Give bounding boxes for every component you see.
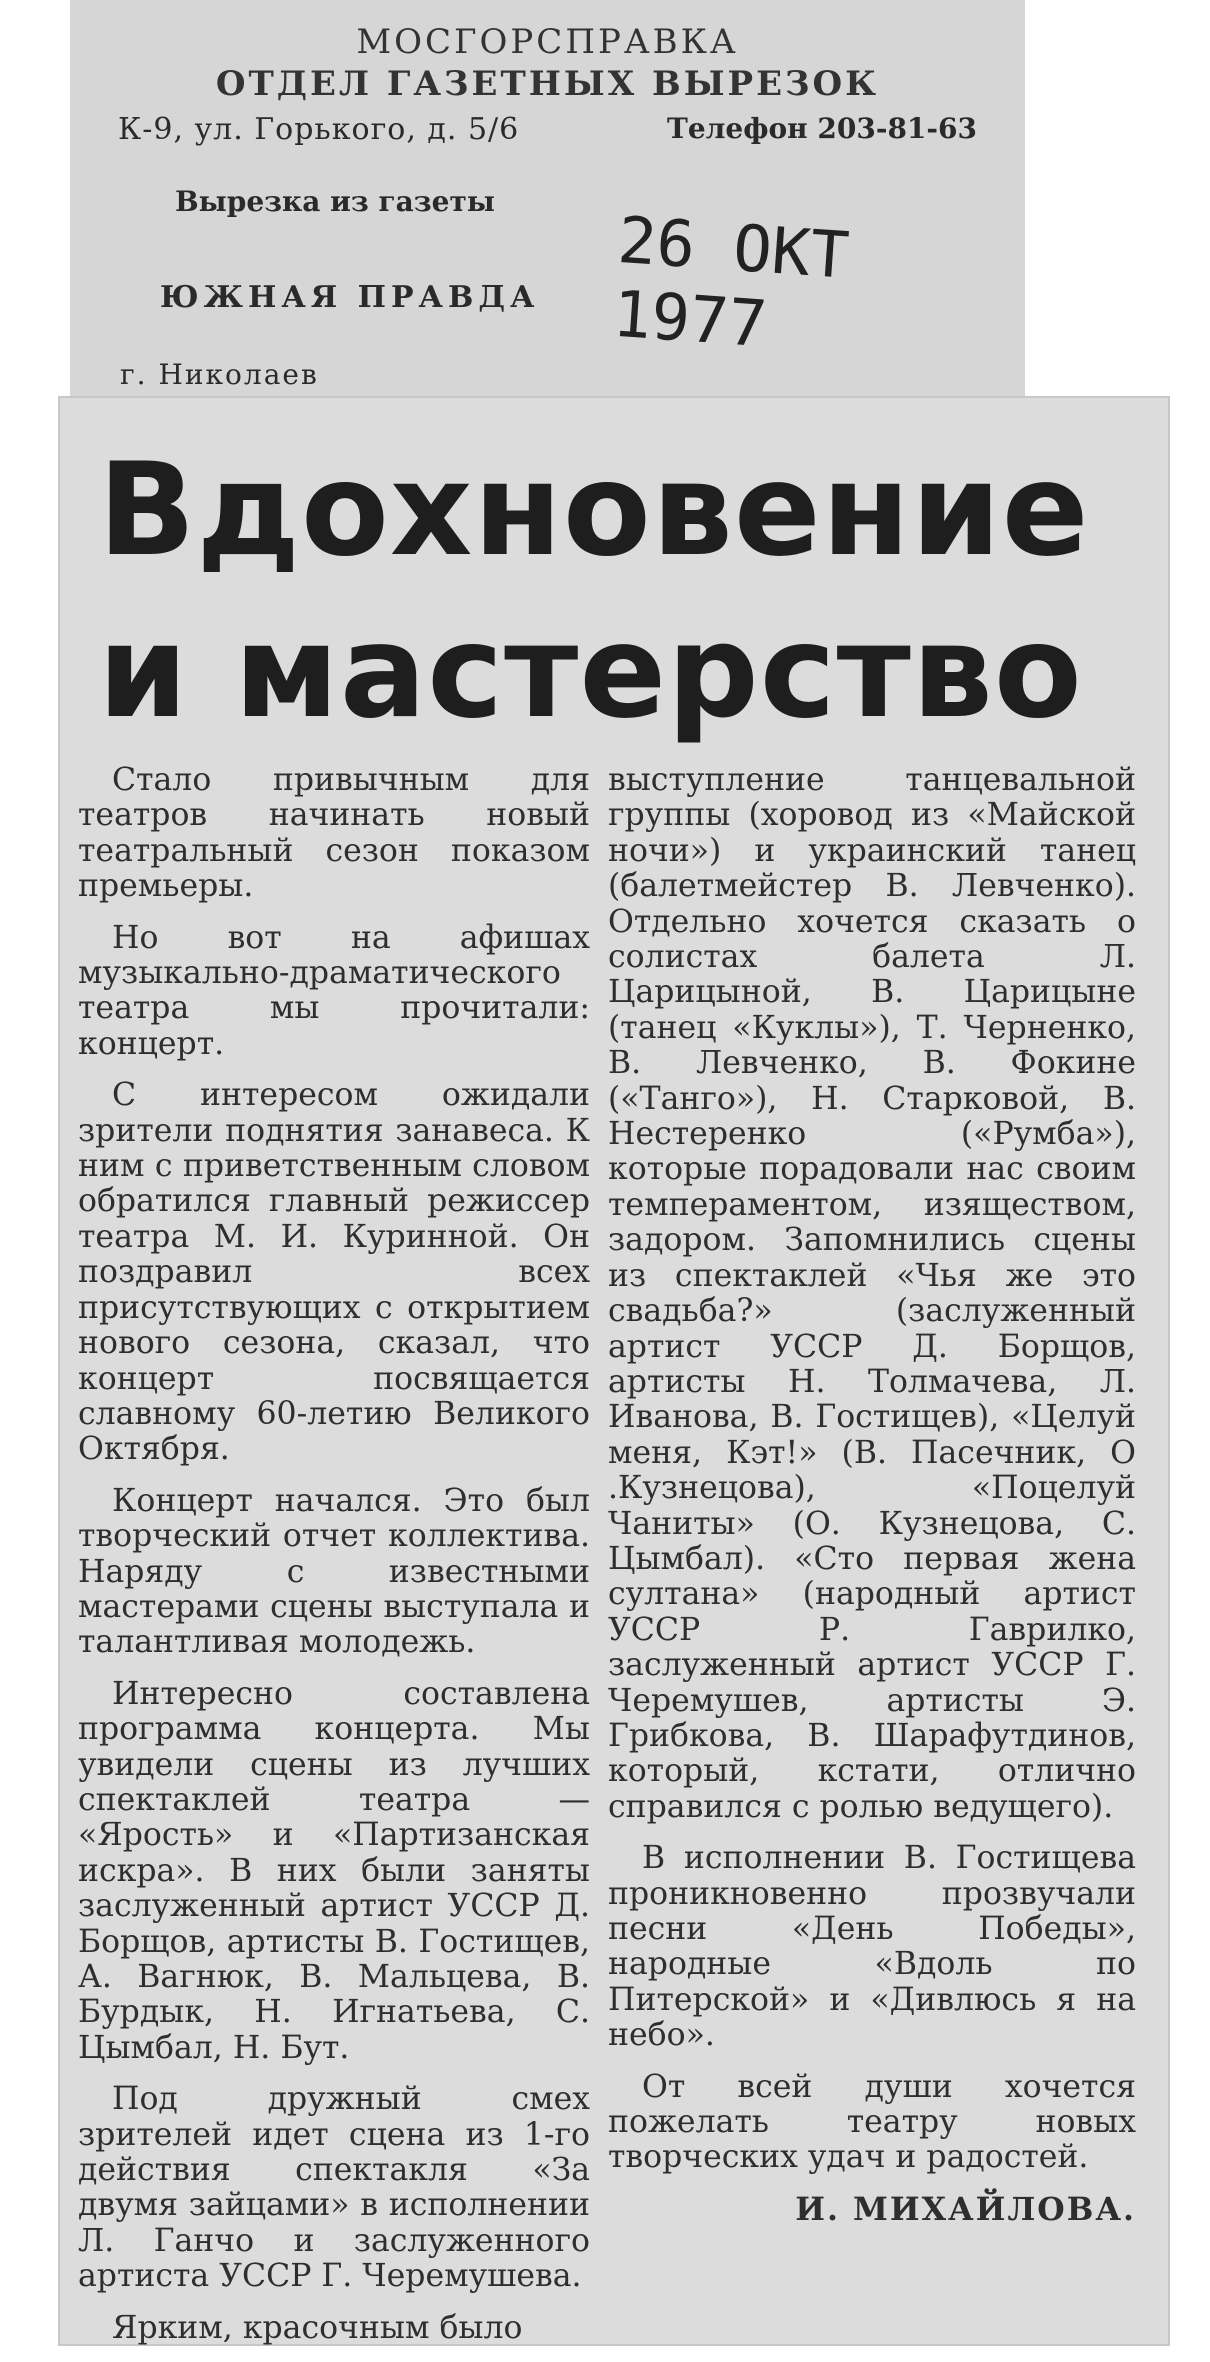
paragraph-continuation: выступление танцевальной группы (хоровод из «Майской ночи») и украинский танец (балетмейстер В. Левченко). Отдельно хочется сказать о солистах балета Л. Царицыной, В. Царицыне (танец «Куклы»), Т. Черненко, В. Левченко, В. Фокине («Танго»), Н. Старковой, В. Нестеренко («Румба»), которые порадовали нас своим темпераментом, изяществом, задором. Запомнились сцены из спектаклей «Чья же это свадьба?» (заслуженный артист УССР Д. Борщов, артисты Н. Толмачева, Л. Иванова, В. Гостищев), «Целуй меня, Кэт!» (В. Пасечник, О .Кузнецова), «Поцелуй Чаниты» (О. Кузнецова, С. Цымбал). «Сто первая жена султана» (народный артист УССР Р. Гаврилко, заслуженный артист УССР Г. Черемушев, артисты Э. Грибкова, В. Шарафутдинов, который, кстати, отлично справился с ролью ведущего). xyxy=(608,762,1136,1825)
stamp-city: г. Николаев xyxy=(120,358,319,391)
stamp-phone: Телефон 203-81-63 xyxy=(667,112,977,145)
article-headline xyxy=(98,430,1138,754)
stamp-address: К-9, ул. Горького, д. 5/6 xyxy=(118,112,520,147)
paragraph: Под дружный смех зрителей идет сцена из 1-го действия спектакля «За двумя зайцами» в исполнении Л. Ганчо и заслуженного артиста УССР Г. Черемушева. xyxy=(78,2081,590,2295)
paragraph: Стало привычным для театров начинать новый театральный сезон показом премьеры. xyxy=(78,762,590,905)
headline-line-2: и мастерство xyxy=(98,598,1083,747)
newspaper-clipping xyxy=(60,398,1168,2344)
paragraph: С интересом ожидали зрители поднятия занавеса. К ним с приветственным словом обратился главный режиссер театра М. И. Куринной. Он поздравил всех присутствующих с открытием нового сезона, сказал, что концерт посвящается славному 60-летию Великого Октября. xyxy=(78,1077,590,1468)
stamp-department: ОТДЕЛ ГАЗЕТНЫХ ВЫРЕЗОК xyxy=(215,64,880,104)
stamp-date: 26 ОКТ 1977 xyxy=(610,203,852,363)
stamp-clipping-label: Вырезка из газеты xyxy=(175,185,495,218)
paragraph: Концерт начался. Это был творческий отчет коллектива. Наряду с известными мастерами сцены выступала и талантливая молодежь. xyxy=(78,1482,590,1661)
article-column-right xyxy=(608,763,1136,2227)
paragraph: Ярким, красочным было xyxy=(112,2309,523,2346)
headline-line-1: Вдохновение xyxy=(98,436,1090,585)
paragraph: От всей души хочется пожелать театру новых творческих удач и радостей. xyxy=(608,2068,1136,2176)
stamp-newspaper-name: ЮЖНАЯ ПРАВДА xyxy=(160,280,540,315)
paragraph: Интересно составлена программа концерта. Мы увидели сцены из лучших спектаклей театра — «Ярость» и «Партизанская искра». В них были заняты заслуженный артист УССР Д. Борщов, артисты В. Гостищев, А. Вагнюк, В. Мальцева, В. Бурдык, Н. Игнатьева, С. Цымбал, Н. Бут. xyxy=(78,1675,590,2066)
stamp-organization: МОСГОРСПРАВКА xyxy=(356,22,739,62)
author-signature: И. МИХАЙЛОВА. xyxy=(795,2190,1136,2228)
paragraph: В исполнении В. Гостищева проникновенно прозвучали песни «День Победы», народные «Вдоль по Питерской» и «Дивлюсь я на небо». xyxy=(608,1840,1136,2054)
paragraph: Но вот на афишах музыкально-драматического театра мы прочитали: концерт. xyxy=(78,919,590,1062)
article-column-left xyxy=(78,763,590,2362)
